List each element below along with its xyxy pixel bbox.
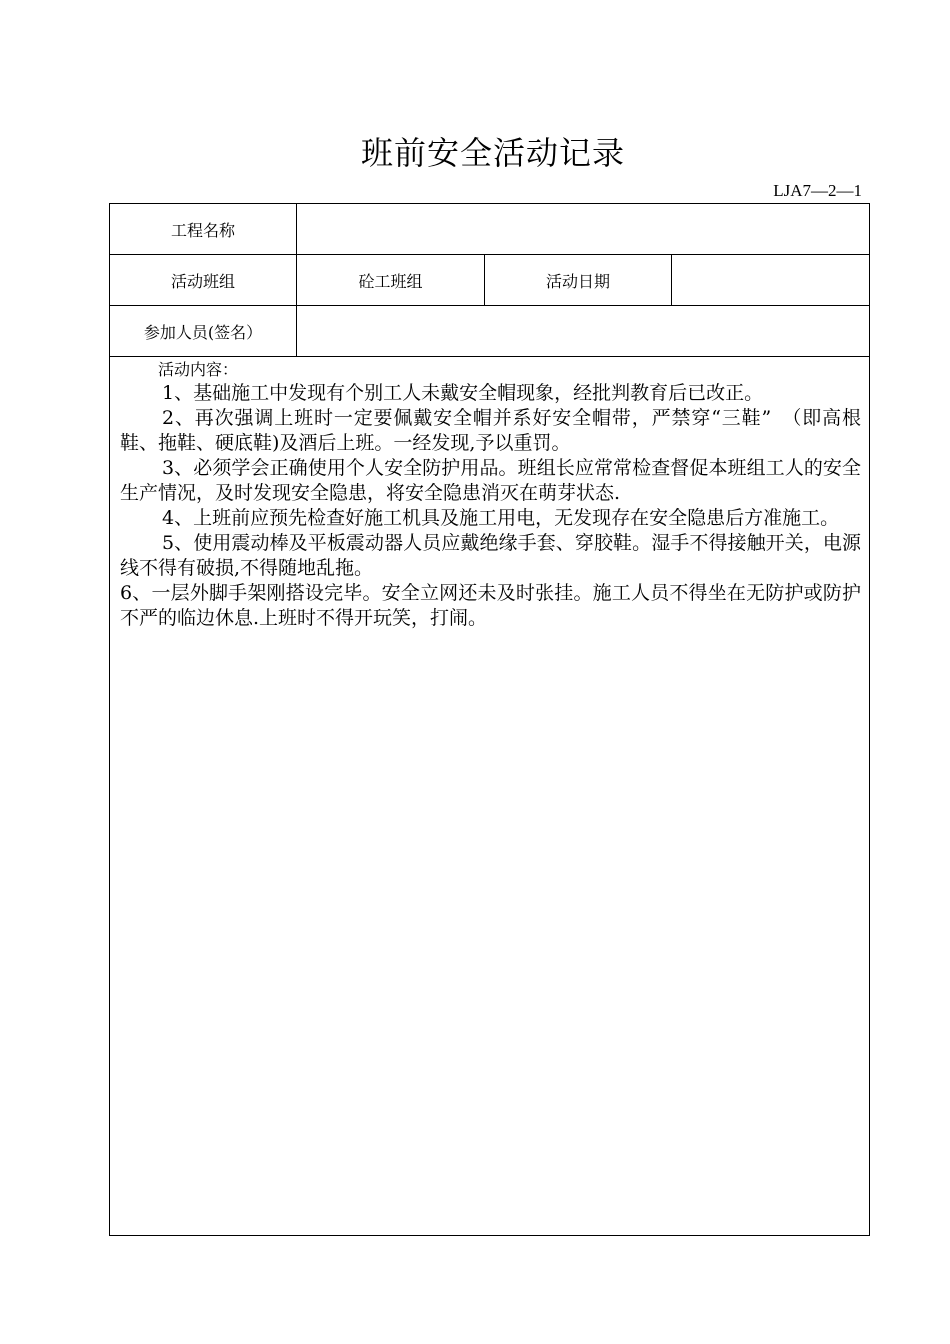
project-row: [110, 204, 870, 255]
participants-label: 参加人员(签名）: [110, 306, 297, 357]
team-date-row: [110, 255, 870, 306]
content-item: 4、上班前应预先检查好施工机具及施工用电，无发现存在安全隐患后方准施工。: [162, 507, 840, 529]
page-title: 班前安全活动记录: [360, 134, 625, 172]
project-name-field[interactable]: [297, 204, 870, 255]
content-item: 2、再次强调上班时一定要佩戴安全帽并系好安全帽带，严禁穿“三鞋” （即高根鞋、拖鞋、硬底鞋)及酒后上班。一经发现,予以重罚。: [120, 407, 862, 454]
content-area[interactable]: [110, 357, 870, 1236]
team-field[interactable]: 砼工班组: [297, 255, 485, 306]
team-label: 活动班组: [110, 255, 297, 306]
project-name-label: 工程名称: [110, 204, 297, 255]
content-item: 1、基础施工中发现有个别工人未戴安全帽现象，经批判教育后已改正。: [162, 382, 764, 404]
content-label: 活动内容：: [158, 360, 239, 379]
participants-field[interactable]: [297, 306, 870, 357]
activity-record-table: [109, 203, 870, 1236]
participants-row: [110, 306, 870, 357]
content-item: 5、使用震动棒及平板震动器人员应戴绝缘手套、穿胶鞋。湿手不得接触开关，电源线不得有破损,不得随地乱拖。: [120, 532, 862, 579]
form-code: LJA7—2—1: [773, 181, 862, 200]
date-label: 活动日期: [485, 255, 672, 306]
date-field[interactable]: [672, 255, 870, 306]
content-row: [110, 357, 870, 1236]
content-item: 6、一层外脚手架刚搭设完毕。安全立网还未及时张挂。施工人员不得坐在无防护或防护不严的临边休息.上班时不得开玩笑，打闹。: [120, 582, 862, 629]
content-item: 3、必须学会正确使用个人安全防护用品。班组长应常常检查督促本班组工人的安全生产情况，及时发现安全隐患，将安全隐患消灭在萌芽状态.: [120, 457, 862, 504]
